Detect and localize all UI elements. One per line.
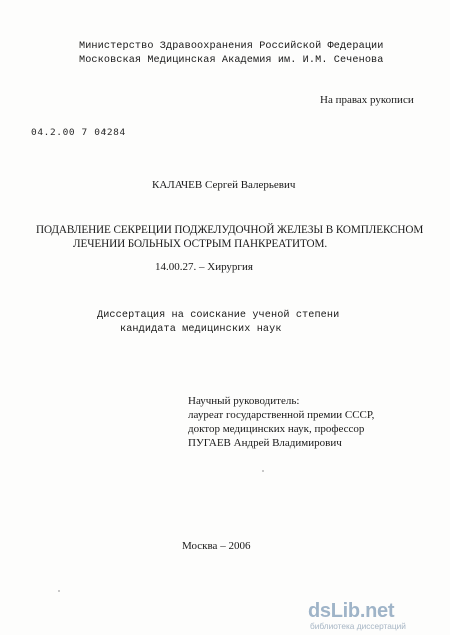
scan-speckle	[262, 470, 264, 472]
dissertation-title-line-1: ПОДАВЛЕНИЕ СЕКРЕЦИИ ПОДЖЕЛУДОЧНОЙ ЖЕЛЕЗЫ В КОМПЛЕКСНОМ	[36, 224, 424, 236]
dissertation-title-line-2: ЛЕЧЕНИИ БОЛЬНЫХ ОСТРЫМ ПАНКРЕАТИТОМ.	[73, 238, 328, 250]
degree-line-2: кандидата медицинских наук	[120, 324, 282, 335]
ministry-line-1: Министерство Здравоохранения Российской Федерации	[79, 41, 384, 52]
rights-note: На правах рукописи	[320, 94, 414, 106]
supervisor-heading: Научный руководитель:	[188, 395, 300, 407]
dslib-watermark	[308, 601, 438, 631]
author-name: КАЛАЧЕВ Сергей Валерьевич	[152, 179, 296, 191]
supervisor-award: лауреат государственной премии СССР,	[188, 409, 375, 421]
dslib-caption: библиотека диссертаций	[310, 621, 406, 631]
supervisor-degree: доктор медицинских наук, профессор	[188, 423, 365, 435]
supervisor-name: ПУГАЕВ Андрей Владимирович	[188, 437, 342, 449]
academy-line-2: Московская Медицинская Академия им. И.М. Сеченова	[79, 55, 384, 66]
city-year: Москва – 2006	[182, 540, 251, 552]
dslib-logo: dsLib.net	[308, 600, 395, 622]
scan-speckle	[58, 590, 60, 592]
specialty-code: 14.00.27. – Хирургия	[155, 261, 253, 273]
scan-speckle	[103, 129, 106, 132]
degree-line-1: Диссертация на соискание ученой степени	[97, 310, 340, 321]
library-stamp-number: 04.2.00 7 04284	[31, 127, 126, 138]
